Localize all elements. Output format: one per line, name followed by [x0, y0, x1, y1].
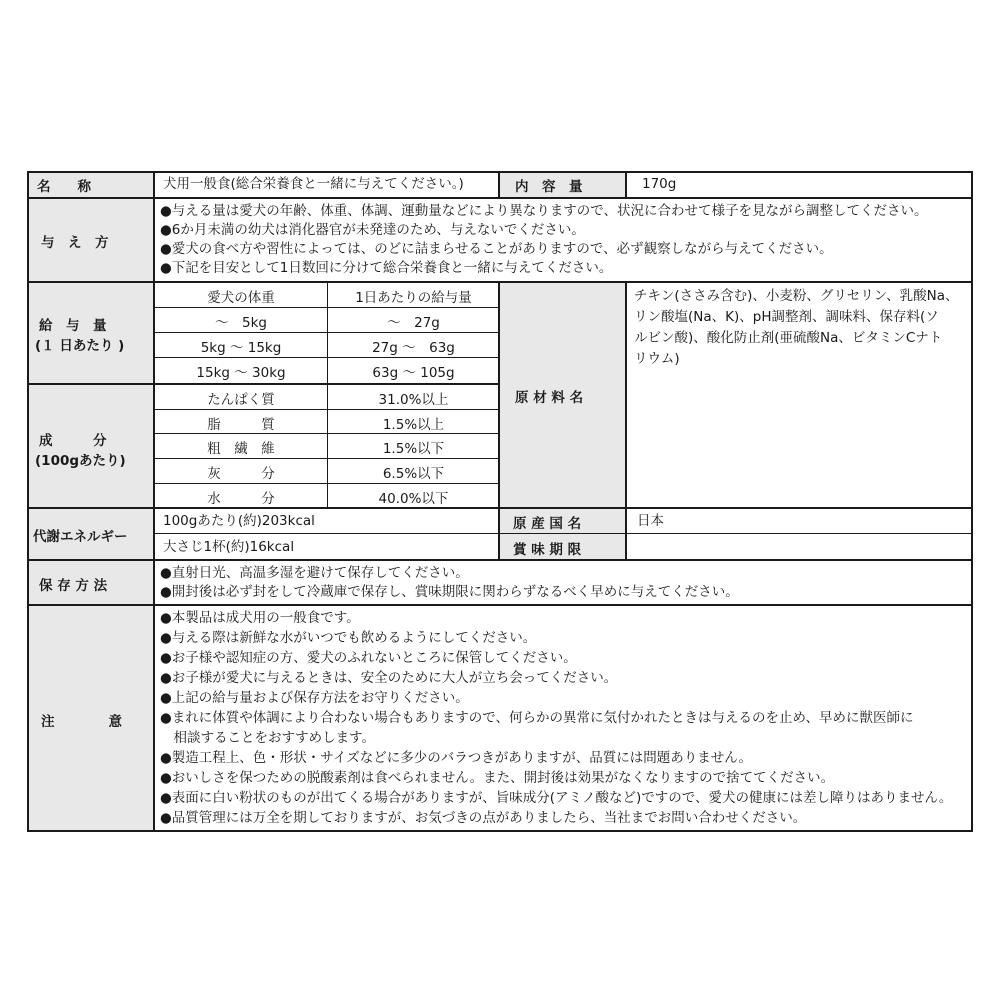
energy-label: 代謝エネルギー	[33, 529, 128, 545]
ingredients-line: リン酸塩(Na、K)、pH調整剤、調味料、保存料(ソ	[634, 309, 939, 325]
nutrient-name: 脂 質	[207, 417, 275, 433]
caution-line: ●表面に白い粉状のものが出てくる場合がありますが、旨味成分(アミノ酸など)ですので、愛犬の健康には差し障りはありません。	[160, 790, 953, 806]
caution-line: ●与える際は新鮮な水がいつでも飲めるようにしてください。	[160, 630, 537, 646]
nutrient-name: 水 分	[207, 491, 275, 507]
caution-line: ●お子様や認知症の方、愛犬のふれないところに保管してください。	[160, 650, 577, 666]
composition-sublabel: (100gあたり)	[35, 453, 126, 469]
line-h4	[27, 507, 973, 509]
col-header-weight: 愛犬の体重	[207, 290, 275, 306]
caution-line: ●品質管理には万全を期しておりますが、お気づきの点がありましたら、当社までお問い合わせください。	[160, 810, 807, 826]
line-v-top-a	[498, 171, 500, 199]
nutrient-value: 1.5%以上	[382, 417, 445, 433]
line-h1	[27, 197, 973, 199]
nutrient-name: 灰 分	[207, 466, 275, 482]
line-h3	[27, 383, 499, 385]
energy-per-100g: 100gあたり(約)203kcal	[163, 513, 315, 529]
line-h5	[154, 533, 973, 534]
nutrient-name: 粗 繊 維	[207, 441, 275, 457]
line-h7	[27, 604, 973, 606]
caution-line: ●本製品は成犬用の一般食です。	[160, 610, 360, 626]
best-before-label: 賞 味 期 限	[513, 542, 582, 558]
nutrient-value: 31.0%以上	[378, 392, 449, 408]
ingredients-label: 原 材 料 名	[515, 390, 584, 406]
caution-line: 相談することをおすすめします。	[160, 730, 376, 746]
ingredients-line: チキン(ささみ含む)、小麦粉、グリセリン、乳酸Na、	[634, 288, 959, 304]
feed-amount-cell: 27g 〜 63g	[372, 340, 455, 356]
caution-line: ●おいしさを保つための脱酸素剤は食べられません。また、開封後は効果がなくなりますので捨ててください。	[160, 770, 835, 786]
name-value: 犬用一般食(総合栄養食と一緒に与えてください。)	[163, 176, 464, 192]
storage-item: ●開封後は必ず封をして冷蔵庫で保存し、賞味期限に関わらずなるべく早めに与えてください。	[160, 584, 739, 600]
feeding-item: ●与える量は愛犬の年齢、体重、体調、運動量などにより異なりますので、状況に合わせて様子を見ながら調整してください。	[160, 203, 928, 219]
name-label: 名 称	[37, 179, 91, 195]
ingredients-line: ルビン酸)、酸化防止剤(亜硫酸Na、ビタミンCナト	[634, 330, 943, 346]
feeding-item: ●愛犬の食べ方や習性によっては、のどに詰まらせることがありますので、必ず観察しながら与えてください。	[160, 241, 833, 257]
storage-item: ●直射日光、高温多湿を避けて保存してください。	[160, 565, 469, 581]
product-info-table	[27, 171, 973, 832]
composition-label: 成 分	[39, 433, 107, 449]
feed-amount-cell: 63g 〜 105g	[372, 365, 455, 381]
feed-weight-cell: 〜 5kg	[215, 315, 267, 331]
border-right	[971, 171, 973, 832]
caution-line: ●製造工程上、色・形状・サイズなどに多少のバラつきがありますが、品質には問題ありません。	[160, 750, 753, 766]
nutrient-value: 6.5%以下	[382, 466, 445, 482]
feed-weight-cell: 15kg 〜 30kg	[196, 365, 286, 381]
feed-amount-label: 給 与 量	[39, 318, 107, 334]
origin-value: 日本	[637, 513, 664, 529]
nutrient-value: 1.5%以下	[382, 441, 445, 457]
content-value: 170g	[642, 176, 677, 192]
caution-line: ●お子様が愛犬に与えるときは、安全のために大人が立ち会ってください。	[160, 670, 618, 686]
storage-label: 保 存 方 法	[39, 578, 108, 594]
border-top	[27, 171, 973, 173]
line-h2	[27, 281, 973, 283]
caution-line: ●上記の給与量および保存方法をお守りください。	[160, 690, 469, 706]
nutrient-value: 40.0%以下	[378, 491, 449, 507]
nutrient-name: たんぱく質	[207, 392, 275, 408]
line-v-mid-b	[625, 282, 627, 560]
feeding-item: ●下記を目安として1日数回に分けて総合栄養食と一緒に与えてください。	[160, 260, 613, 276]
line-v-top-b	[625, 171, 627, 199]
col-header-amount: 1日あたりの給与量	[355, 290, 472, 306]
border-left	[27, 171, 29, 832]
ingredients-line: リウム)	[634, 351, 680, 367]
origin-label: 原 産 国 名	[513, 516, 582, 532]
caution-line: ●まれに体質や体調により合わない場合もありますので、何らかの異常に気付かれたときは与えるのを止め、早めに獣医師に	[160, 710, 914, 726]
feeding-item: ●6か月未満の幼犬は消化器官が未発達のため、与えないでください。	[160, 222, 585, 238]
caution-label: 注 意	[41, 714, 122, 730]
feed-amount-sublabel: (１ 日あたり )	[35, 338, 125, 354]
feed-weight-cell: 5kg 〜 15kg	[200, 340, 282, 356]
feeding-label: 与 え 方	[41, 235, 109, 251]
feed-amount-cell: 〜 27g	[387, 315, 440, 331]
energy-per-spoon: 大さじ1杯(約)16kcal	[163, 539, 295, 555]
content-label: 内 容 量	[515, 179, 583, 195]
line-h6	[27, 559, 973, 561]
border-bottom	[27, 830, 973, 832]
